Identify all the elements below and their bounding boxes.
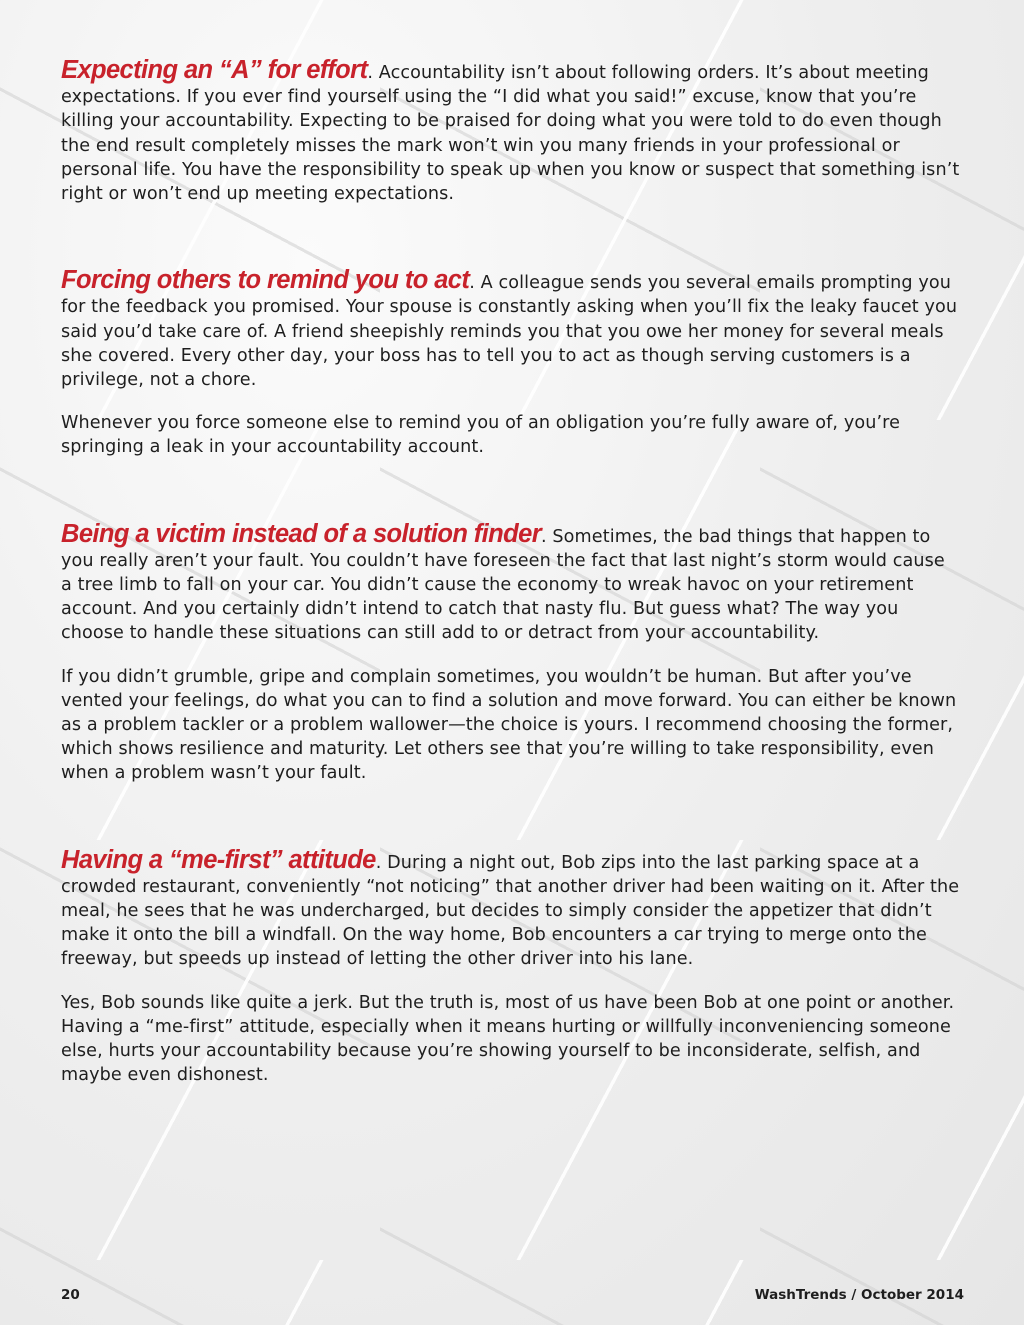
section-heading: Being a victim instead of a solution finder: [61, 519, 542, 548]
paragraph: [61, 519, 961, 646]
paragraph-text: . Sometimes, the bad things that happen to you really aren’t your fault. You couldn’t have foreseen the fact that last night’s storm would cause a tree limb to fall on your car. You didn’t cause the economy to wreak havoc on your retirement account. And you certainly didn’t intend to catch that nasty flu. But guess what? The way you choose to handle these situations can still add to or detract from your accountability.: [61, 526, 945, 644]
paragraph: Whenever you force someone else to remind you of an obligation you’re fully aware of, you’re springing a leak in your accountability account.: [61, 413, 901, 458]
paragraph-text: . During a night out, Bob zips into the last parking space at a crowded restaurant, conveniently “not noticing” that another driver had been waiting on it. After the meal, he sees that he was undercharged, but decides to simply consider the appetizer that didn’t make it onto the bill a windfall. On the way home, Bob encounters a car trying to merge onto the freeway, but speeds up instead of letting the other driver into his lane.: [61, 852, 960, 970]
paragraph: If you didn’t grumble, gripe and complain sometimes, you wouldn’t be human. But after you’ve vented your feelings, do what you can to find a solution and move forward. You can either be known as a problem tackler or a problem wallower—the choice is yours. I recommend choosing the former, which shows resilience and maturity. Let others see that you’re willing to take responsibility, even when a problem wasn’t your fault.: [61, 666, 957, 784]
section-heading: Expecting an “A” for effort: [61, 56, 368, 84]
paragraph: Yes, Bob sounds like quite a jerk. But the truth is, most of us have been Bob at one point or another. Having a “me-first” attitude, especially when it means hurting or willfully inconveniencing someone else, hurts your accountability because you’re showing yourself to be inconsiderate, selfish, and maybe even dishonest.: [61, 992, 955, 1086]
publication-info: WashTrends / October 2014: [754, 1287, 964, 1303]
paragraph-text: . Accountability isn’t about following orders. It’s about meeting expectations. If you ever find yourself using the “I did what you said!” excuse, know that you’re killing your accountability. Expecting to be praised for doing what you were told to do even though the end result completely misses the mark won’t win you many friends in your professional or personal life. You have the responsibility to speak up when you know or suspect that something isn’t right or won’t end up meeting expectations.: [61, 63, 960, 205]
section-expecting-effort: [61, 58, 961, 206]
section-forcing-reminders: [61, 268, 961, 459]
paragraph-text: . A colleague sends you several emails prompting you for the feedback you promised. Your spouse is constantly asking when you’ll fix the leaky faucet you said you’d take care of. A friend sheepishly reminds you that you owe her money for several meals she covered. Every other day, your boss has to tell you to act as though serving customers is a privilege, not a chore.: [61, 273, 958, 391]
section-me-first: [61, 845, 961, 1088]
article-body: [61, 58, 961, 1150]
section-victim-vs-solution: [61, 519, 961, 786]
section-heading: Forcing others to remind you to act: [61, 266, 470, 295]
paragraph: [61, 58, 961, 206]
paragraph: [61, 268, 961, 392]
section-heading: Having a “me-first” attitude: [61, 845, 376, 874]
page-number: 20: [61, 1287, 80, 1303]
paragraph: [61, 845, 961, 972]
